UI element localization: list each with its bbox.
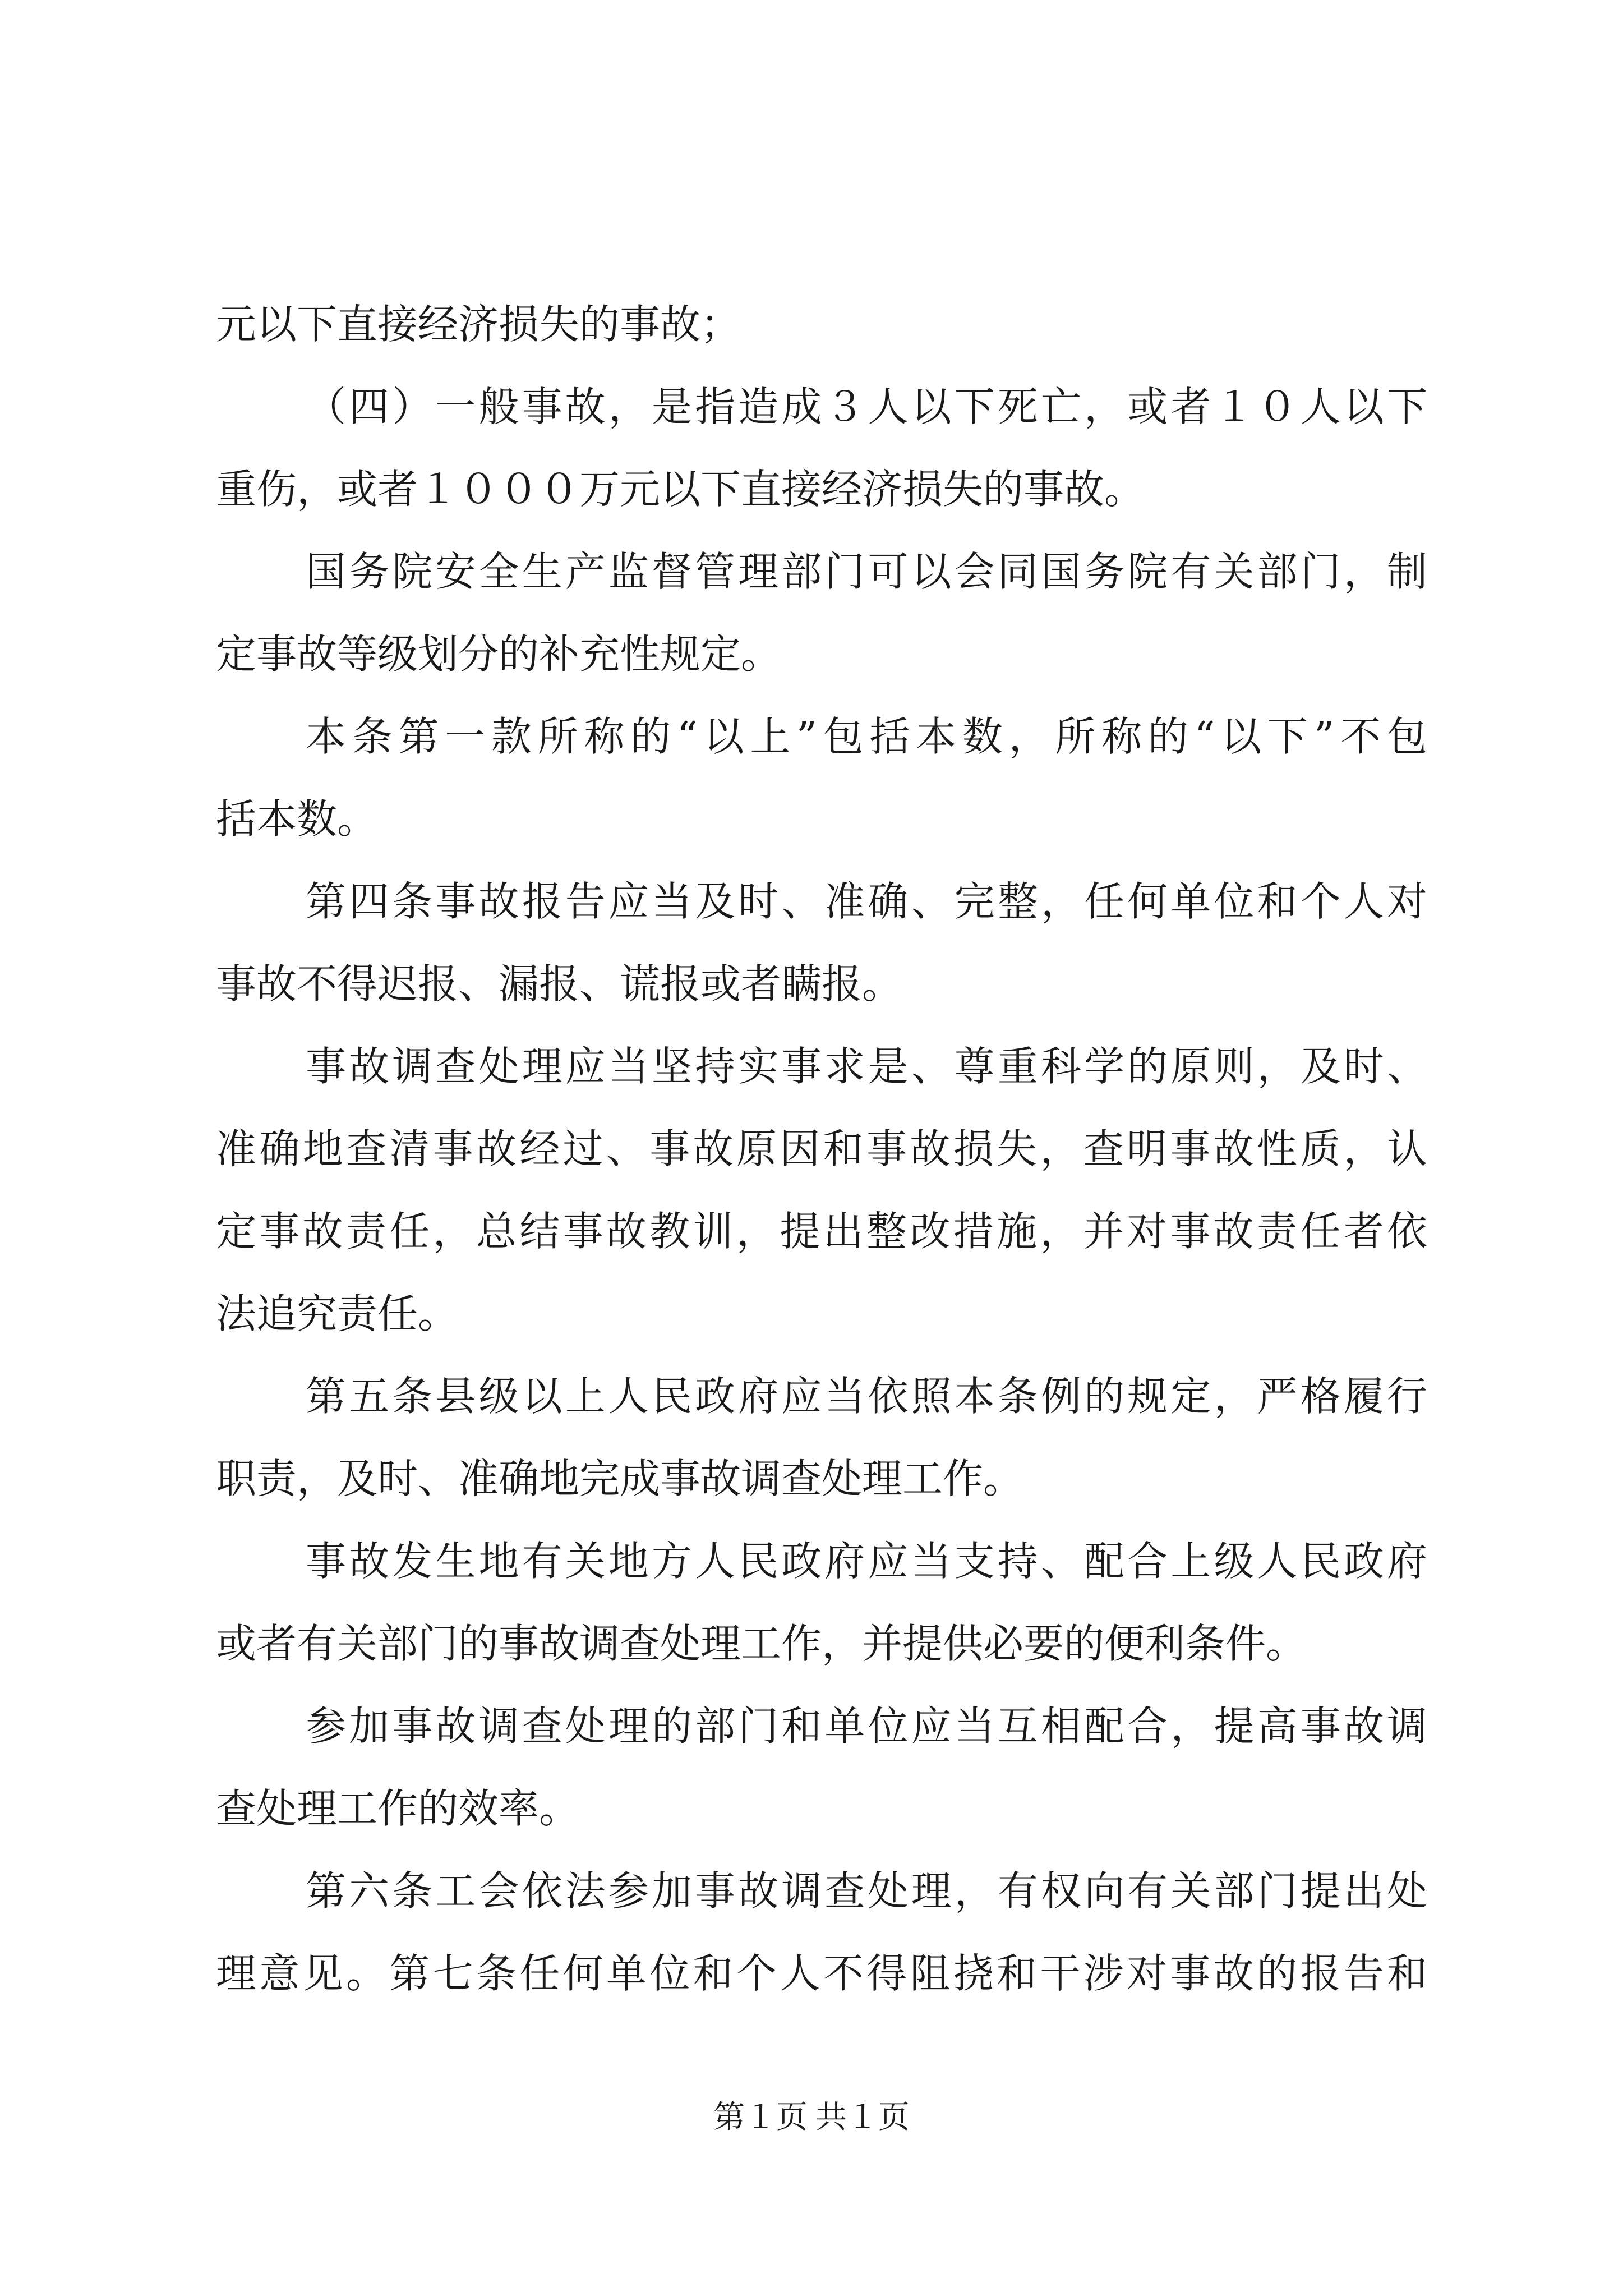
text-line: 或者有关部门的事故调查处理工作，并提供必要的便利条件。	[216, 1620, 1307, 1667]
text-line: 理意见。第七条任何单位和个人不得阻挠和干涉对事故的报告和	[216, 1950, 1427, 1997]
document-body	[216, 283, 1427, 2015]
text-line: 第五条县级以上人民政府应当依照本条例的规定，严格履行	[306, 1373, 1427, 1420]
text-line: 事故调查处理应当坚持实事求是、尊重科学的原则，及时、	[306, 1043, 1427, 1090]
text-line: 第六条工会依法参加事故调查处理，有权向有关部门提出处	[306, 1867, 1427, 1915]
text-line: 本条第一款所称的“以上”包括本数，所称的“以下”不包	[306, 713, 1427, 760]
page-number-footer: 第１页 共１页	[713, 2100, 910, 2135]
text-line: 国务院安全生产监督管理部门可以会同国务院有关部门，制	[306, 548, 1427, 595]
text-line: 职责，及时、准确地完成事故调查处理工作。	[216, 1455, 1024, 1502]
text-line: 准确地查清事故经过、事故原因和事故损失，查明事故性质，认	[216, 1125, 1427, 1172]
text-line: 定事故等级划分的补充性规定。	[216, 631, 782, 678]
text-line: 元以下直接经济损失的事故；	[216, 301, 741, 348]
text-line: 参加事故调查处理的部门和单位应当互相配合，提高事故调	[306, 1703, 1427, 1750]
text-line: 第四条事故报告应当及时、准确、完整，任何单位和个人对	[306, 878, 1427, 925]
text-line: 括本数。	[216, 795, 378, 843]
text-line: 事故不得迟报、漏报、谎报或者瞒报。	[216, 960, 903, 1007]
text-line: 事故发生地有关地方人民政府应当支持、配合上级人民政府	[306, 1538, 1427, 1585]
text-line: 重伤，或者１０００万元以下直接经济损失的事故。	[216, 466, 1145, 513]
text-line: 定事故责任，总结事故教训，提出整改措施，并对事故责任者依	[216, 1208, 1427, 1255]
text-line: （四）一般事故，是指造成３人以下死亡，或者１０人以下	[306, 383, 1427, 430]
text-line: 查处理工作的效率。	[216, 1785, 580, 1832]
text-line: 法追究责任。	[216, 1290, 459, 1337]
